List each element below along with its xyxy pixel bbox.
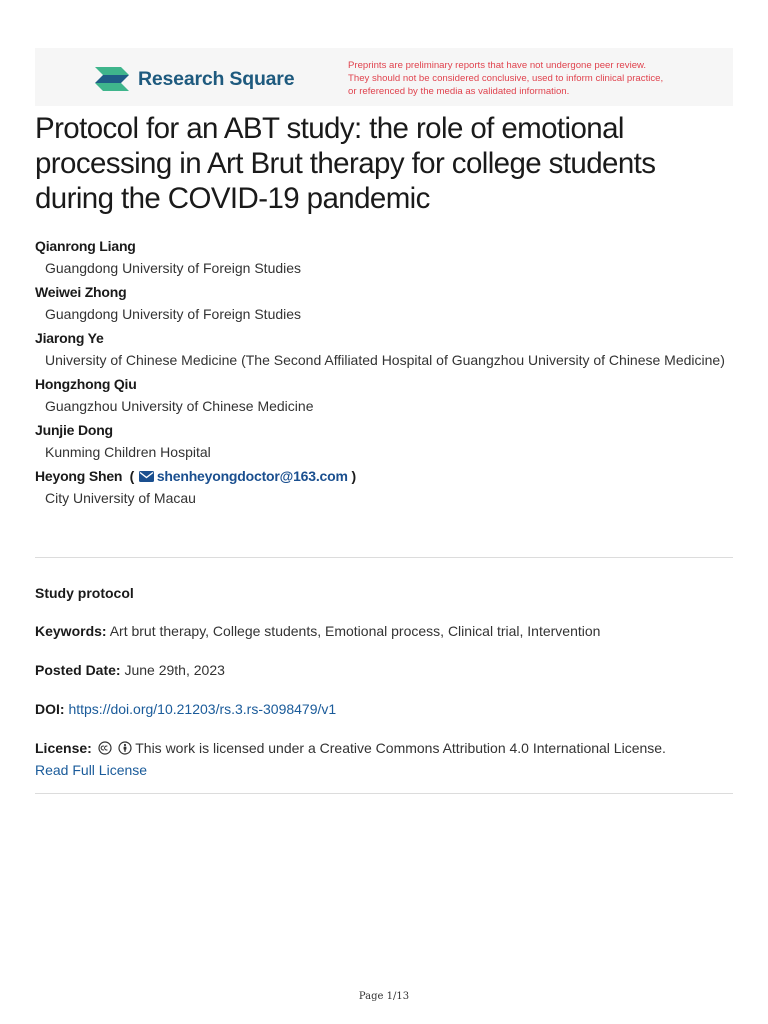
keywords-value: Art brut therapy, College students, Emotional process, Clinical trial, Intervention xyxy=(109,623,601,639)
author-name: Jiarong Ye xyxy=(35,330,104,346)
author-name: Qianrong Liang xyxy=(35,238,136,254)
section-divider xyxy=(35,793,733,794)
logo-text: Research Square xyxy=(138,67,295,90)
page-number: Page 1/13 xyxy=(358,991,410,1002)
disclaimer-line: Preprints are preliminary reports that have not undergone peer review. xyxy=(348,60,647,71)
author-affiliation: Guangdong University of Foreign Studies xyxy=(45,306,302,322)
envelope-icon xyxy=(139,471,154,482)
keywords-label: Keywords: xyxy=(35,623,107,639)
article-type-text: Study protocol xyxy=(35,585,134,601)
author-name: Hongzhong Qiu xyxy=(35,376,137,392)
article-type xyxy=(35,582,735,604)
doi-link[interactable]: https://doi.org/10.21203/rs.3.rs-3098479/v1 xyxy=(68,701,337,717)
author-name: Weiwei Zhong xyxy=(35,284,127,300)
disclaimer-line: They should not be considered conclusive, used to inform clinical practice, xyxy=(348,73,664,84)
research-square-logo[interactable] xyxy=(93,63,294,95)
email-paren-open: ( xyxy=(125,468,135,484)
license-label: License: xyxy=(35,740,92,756)
section-divider xyxy=(35,557,733,558)
author-email: shenheyongdoctor@163.com xyxy=(156,468,348,484)
author-name: Junjie Dong xyxy=(35,422,113,438)
email-paren-close: ) xyxy=(351,468,356,484)
disclaimer-line: or referenced by the media as validated information. xyxy=(348,86,570,97)
attribution-icon xyxy=(118,741,132,755)
author-affiliation: Guangdong University of Foreign Studies xyxy=(45,260,302,276)
license-text: This work is licensed under a Creative Commons Attribution 4.0 International License. xyxy=(135,740,666,756)
author-name: Heyong Shen xyxy=(35,468,123,484)
read-full-license-link[interactable]: Read Full License xyxy=(35,762,148,778)
license-row xyxy=(35,737,735,781)
corresponding-author xyxy=(35,466,735,487)
author-affiliation: Kunming Children Hospital xyxy=(45,444,211,460)
creative-commons-icon xyxy=(98,741,112,755)
author-affiliation: City University of Macau xyxy=(45,490,196,506)
author-affiliation: University of Chinese Medicine (The Second Affiliated Hospital of Guangzhou University of Chinese Medicine) xyxy=(45,352,725,368)
research-square-logo-icon xyxy=(93,63,131,95)
posted-date-row xyxy=(35,659,735,681)
author-affiliation: Guangzhou University of Chinese Medicine xyxy=(45,398,314,414)
doi-row xyxy=(35,698,735,720)
doi-label: DOI: xyxy=(35,701,65,717)
posted-date-label: Posted Date: xyxy=(35,662,121,678)
keywords-row xyxy=(35,620,735,642)
author-email-link[interactable] xyxy=(138,468,352,484)
posted-date-value: June 29th, 2023 xyxy=(124,662,225,678)
paper-title: Protocol for an ABT study: the role of emotional processing in Art Brut therapy for college students during the COVID-19 pandemic xyxy=(35,112,656,215)
preprint-disclaimer xyxy=(348,59,718,98)
author-list xyxy=(35,236,735,512)
